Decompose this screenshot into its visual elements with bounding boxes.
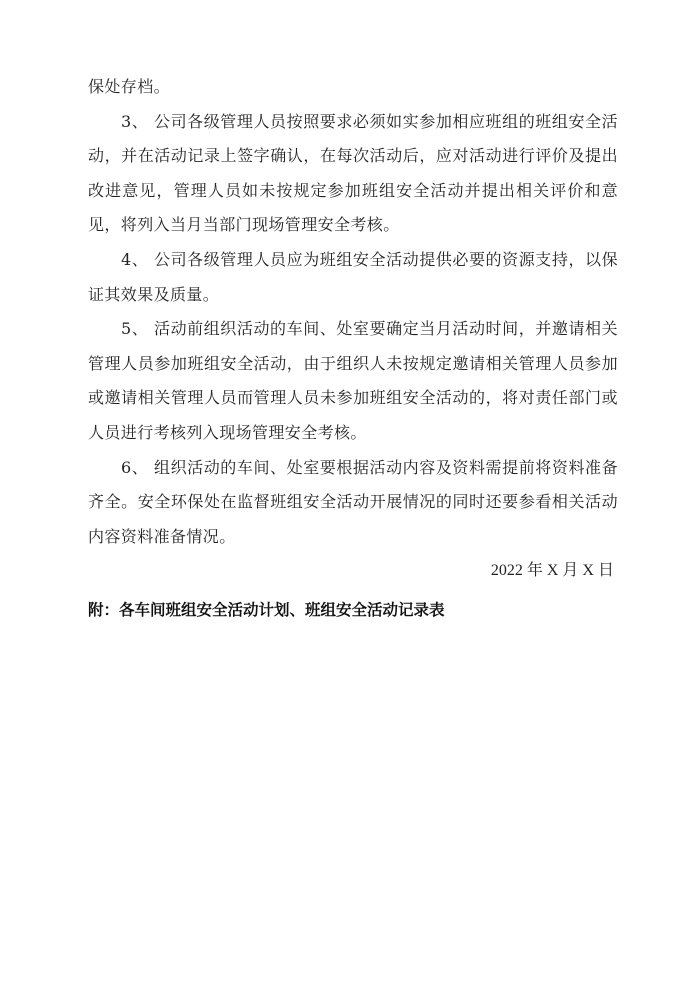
paragraph-item-3: 3、 公司各级管理人员按照要求必须如实参加相应班组的班组安全活动，并在活动记录上签字确认，在每次活动后，应对活动进行评价及提出改进意见，管理人员如未按规定参加班组安全活动并提出相关评价和意见，将列入当月当部门现场管理安全考核。 (88, 111, 618, 235)
paragraph-item-5: 5、 活动前组织活动的车间、处室要确定当月活动时间，并邀请相关管理人员参加班组安全活动，由于组织人未按规定邀请相关管理人员参加或邀请相关管理人员而管理人员未参加班组安全活动的，将对责任部门或人员进行考核列入现场管理安全考核。 (88, 319, 618, 442)
document-date: 2022 年 X 月 X 日 (490, 562, 614, 580)
paragraph-item-6: 6、 组织活动的车间、处室要根据活动内容及资料需提前将资料准备齐全。安全环保处在监督班组安全活动开展情况的同时还要参看相关活动内容资料准备情况。 (88, 457, 618, 546)
paragraph-item-4: 4、 公司各级管理人员应为班组安全活动提供必要的资源支持，以保证其效果及质量。 (88, 249, 618, 304)
attachment-line: 附：各车间班组安全活动计划、班组安全活动记录表 (88, 600, 445, 619)
continuation-text: 保处存档。 (88, 77, 171, 96)
document-body (88, 70, 618, 628)
